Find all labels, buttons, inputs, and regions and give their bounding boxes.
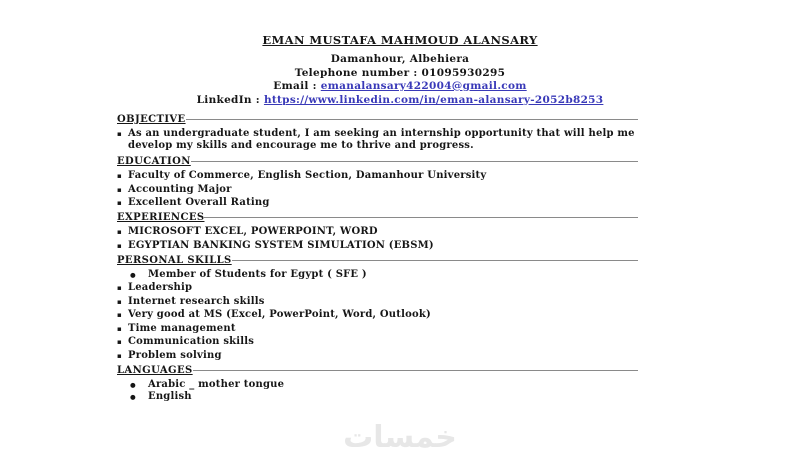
list-item-text: As an undergraduate student, I am seeking an internship opportunity that will help me develop my skills and encourage me to thrive and progress. [128,128,635,151]
square-bullet-icon: ▪ [117,311,122,319]
list-item [117,269,663,281]
heading-divider [191,161,638,162]
list-item-text: Leadership [128,282,193,293]
square-bullet-icon: ▪ [117,228,122,236]
section-title: OBJECTIVE [117,114,186,125]
section-experiences [117,211,663,252]
list-item [117,323,663,335]
round-bullet-icon: ● [130,380,136,389]
list-item-text: Time management [128,322,236,334]
heading-divider [232,260,638,261]
section-languages [117,364,663,404]
section-heading [117,364,638,377]
resume-header [117,34,683,107]
list-item-text: Very good at MS (Excel, PowerPoint, Word, Outlook) [128,309,431,320]
list-item [117,379,663,391]
heading-divider [193,370,638,371]
telephone-line: Telephone number : 01095930295 [294,66,506,79]
list-item-text: Communication skills [128,336,255,347]
list-item [117,309,663,321]
document-body [117,34,683,403]
location-line: Damanhour, Albehiera [330,53,470,65]
square-bullet-icon: ▪ [117,172,122,180]
list-item [117,336,663,348]
square-bullet-icon: ▪ [117,338,122,346]
square-bullet-icon: ▪ [117,199,122,207]
list-item [117,391,663,403]
section-heading [117,155,638,168]
section-items [117,226,663,252]
list-item [117,240,663,252]
section-items [117,269,663,362]
email-link[interactable]: emanalansary422004@gmail.com [320,80,527,92]
section-title: PERSONAL SKILLS [117,254,232,266]
list-item-text: Problem solving [128,349,222,361]
section-title: LANGUAGES [117,364,193,376]
square-bullet-icon: ▪ [117,241,122,250]
candidate-name: EMAN MUSTAFA MAHMOUD ALANSARY [262,33,538,47]
square-bullet-icon: ▪ [117,324,122,333]
round-bullet-icon: ● [130,393,136,401]
linkedin-link[interactable]: https://www.linkedin.com/in/eman-alansary-2052b8253 [263,93,604,106]
square-bullet-icon: ▪ [117,297,122,306]
square-bullet-icon: ▪ [117,185,122,194]
list-item [117,197,663,209]
list-item [117,170,663,182]
section-title: EDUCATION [117,156,191,167]
list-item-text: Faculty of Commerce, English Section, Damanhour University [128,170,487,181]
list-item-text: Member of Students for Egypt ( SFE ) [148,268,367,280]
list-item [117,296,663,308]
section-objective [117,113,663,152]
linkedin-line [117,94,683,108]
email-line [117,80,683,94]
square-bullet-icon: ▪ [117,351,122,360]
list-item [117,350,663,362]
section-heading [117,211,638,224]
section-items [117,128,663,152]
heading-divider [204,217,638,218]
section-title: EXPERIENCES [117,212,205,223]
list-item-text: English [148,391,192,402]
list-item-text: Accounting Major [128,183,232,195]
email-label: Email : [273,80,321,92]
heading-divider [186,119,638,120]
section-education [117,155,663,209]
list-item [117,184,663,196]
list-item [117,282,663,294]
list-item-text: EGYPTIAN BANKING SYSTEM SIMULATION (EBSM) [128,239,434,251]
round-bullet-icon: ● [130,270,136,279]
section-heading [117,254,638,267]
list-item [117,128,663,152]
list-item-text: MICROSOFT EXCEL, POWERPOINT, WORD [128,226,378,237]
square-bullet-icon: ▪ [117,284,122,292]
list-item-text: Arabic _ mother tongue [148,378,285,390]
khamsat-watermark: خمسات [343,420,457,455]
list-item-text: Excellent Overall Rating [128,197,270,208]
list-item [117,226,663,238]
section-items [117,170,663,209]
section-heading [117,113,638,126]
linkedin-label: LinkedIn : [196,93,264,106]
square-bullet-icon: ▪ [117,130,122,138]
section-items [117,379,663,404]
section-personal-skills [117,254,663,362]
list-item-text: Internet research skills [128,295,265,307]
